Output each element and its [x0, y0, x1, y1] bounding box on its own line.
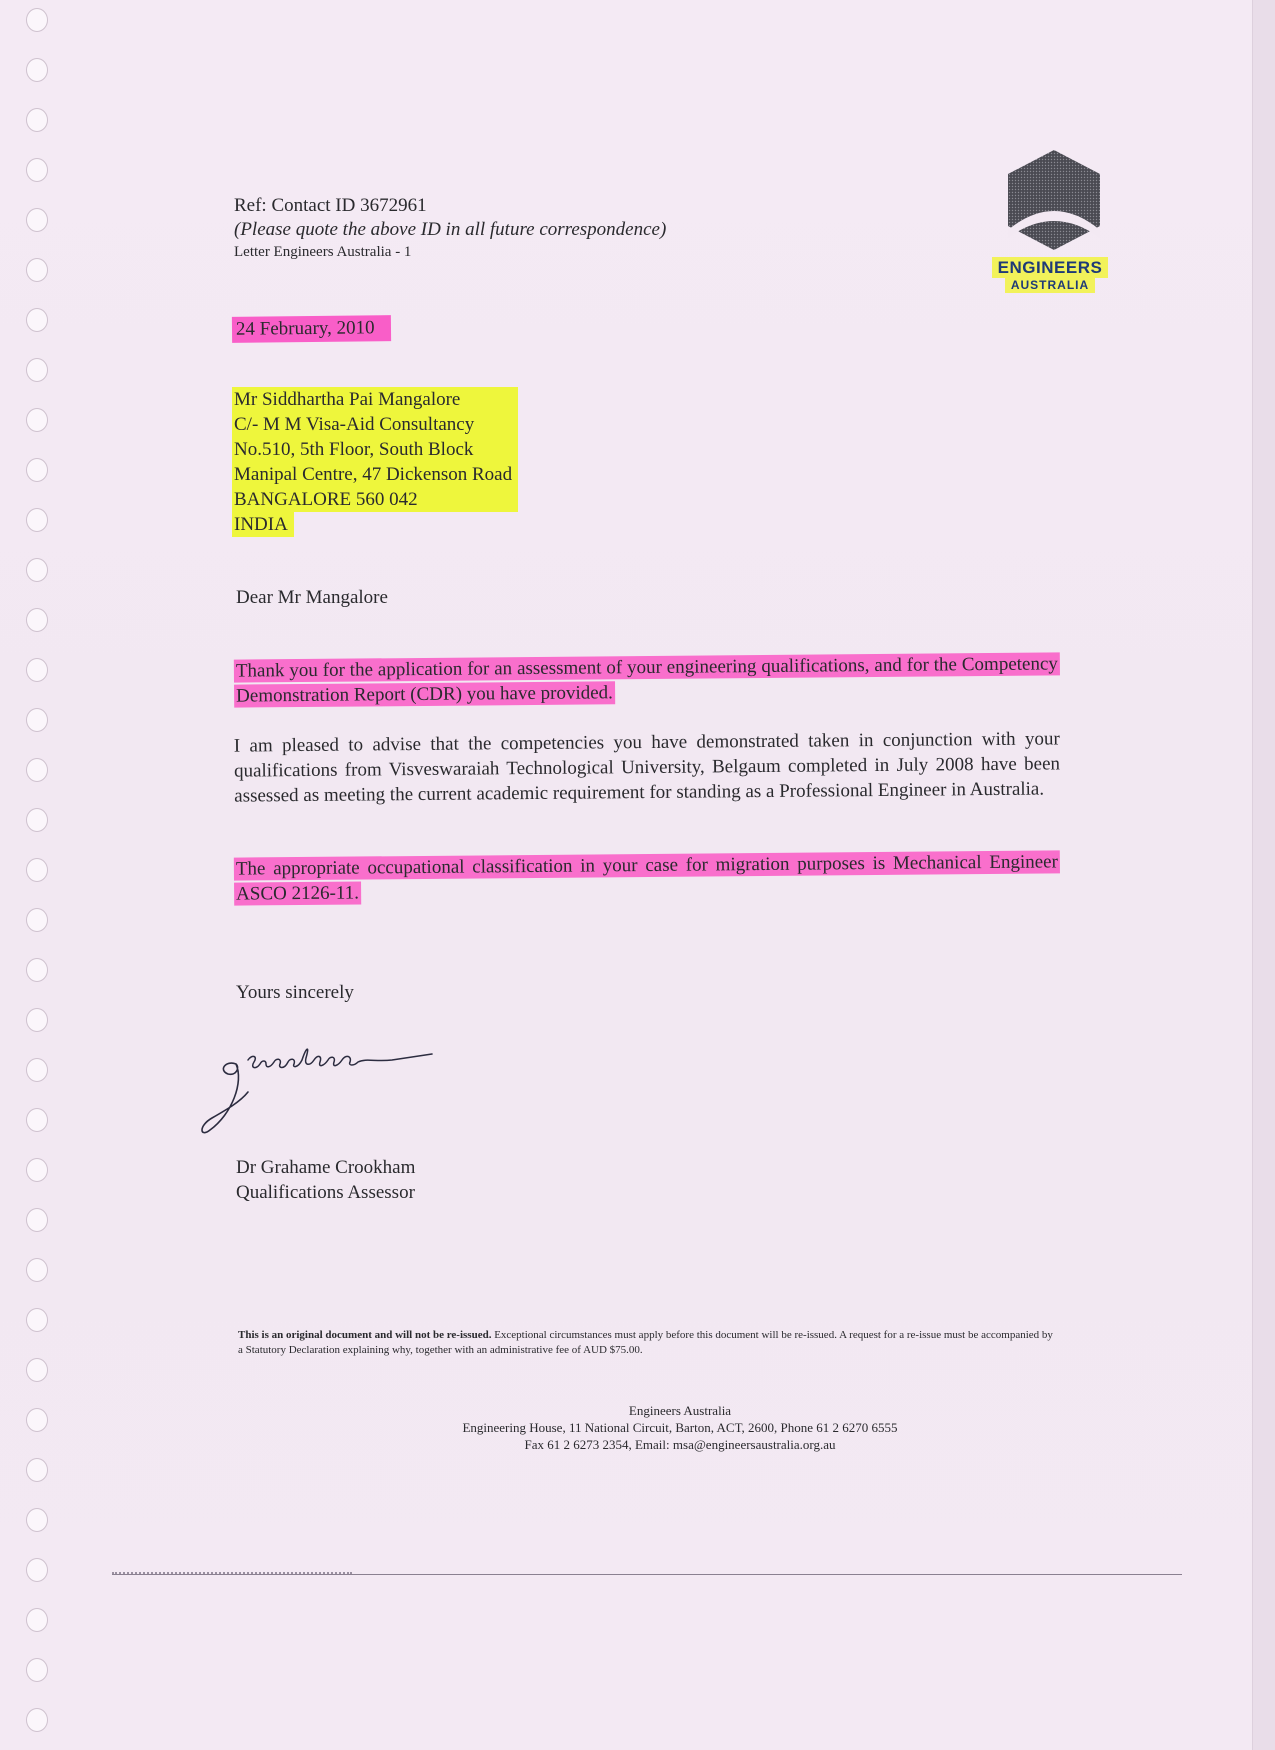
- letter-footer: [380, 1402, 980, 1453]
- contact-id: Ref: Contact ID 3672961: [234, 195, 427, 216]
- binder-hole: [26, 1308, 48, 1332]
- notice-bold: This is an original document and will not be re-issued.: [238, 1329, 492, 1341]
- footer-org: Engineers Australia: [628, 1403, 732, 1418]
- address-line: No.510, 5th Floor, South Block: [232, 437, 518, 462]
- divider-line: [112, 1574, 1182, 1575]
- letter-label: Letter Engineers Australia - 1: [234, 244, 412, 260]
- binder-hole: [26, 58, 48, 82]
- reissue-notice: [238, 1328, 1058, 1358]
- binder-hole: [26, 408, 48, 432]
- binder-holes: [0, 0, 60, 1750]
- binder-hole: [26, 108, 48, 132]
- binder-hole: [26, 1658, 48, 1682]
- page-edge: [1252, 0, 1275, 1750]
- logo-line-1: ENGINEERS: [992, 257, 1109, 278]
- binder-hole: [26, 508, 48, 532]
- binder-hole: [26, 1158, 48, 1182]
- binder-hole: [26, 1508, 48, 1532]
- notice-rest: Exceptional circumstances must apply before this document will be re-issued. A request for a re-issue must be accompanied by a Statutory Declaration explaining why, together with an administrative fee of AUD $75.00.: [238, 1329, 1053, 1356]
- binder-hole: [26, 708, 48, 732]
- letter-date: 24 February, 2010: [232, 315, 391, 343]
- binder-hole: [26, 658, 48, 682]
- logo-wordmark: [980, 258, 1120, 292]
- quote-note: (Please quote the above ID in all future correspondence): [234, 219, 667, 240]
- binder-hole: [26, 8, 48, 32]
- binder-hole: [26, 558, 48, 582]
- binder-hole: [26, 1108, 48, 1132]
- binder-hole: [26, 808, 48, 832]
- binder-hole: [26, 1608, 48, 1632]
- footer-contact: Fax 61 2 6273 2354, Email: msa@engineersaustralia.org.au: [524, 1437, 836, 1452]
- binder-hole: [26, 908, 48, 932]
- binder-hole: [26, 1008, 48, 1032]
- signer-block: [236, 1155, 415, 1205]
- address-line: Manipal Centre, 47 Dickenson Road: [232, 462, 518, 487]
- closing: Yours sincerely: [236, 982, 354, 1003]
- binder-hole: [26, 308, 48, 332]
- signer-name: Dr Grahame Crookham: [236, 1157, 416, 1178]
- binder-hole: [26, 958, 48, 982]
- footer-address: Engineering House, 11 National Circuit, Barton, ACT, 2600, Phone 61 2 6270 6555: [462, 1420, 898, 1435]
- paragraph-classification-text: The appropriate occupational classification in your case for migration purposes is Mechanical Engineer ASCO 2126-11.: [234, 850, 1060, 905]
- logo-line-2: AUSTRALIA: [1005, 277, 1095, 293]
- binder-hole: [26, 208, 48, 232]
- binder-hole: [26, 1358, 48, 1382]
- signer-title: Qualifications Assessor: [236, 1182, 415, 1203]
- binder-hole: [26, 758, 48, 782]
- salutation: Dear Mr Mangalore: [236, 587, 388, 608]
- paragraph-application: [234, 651, 1060, 708]
- binder-hole: [26, 1408, 48, 1432]
- binder-hole: [26, 458, 48, 482]
- address-line: Mr Siddhartha Pai Mangalore: [232, 387, 518, 412]
- address-line: BANGALORE 560 042: [232, 487, 518, 512]
- reference-block: [234, 194, 666, 262]
- binder-hole: [26, 1558, 48, 1582]
- paragraph-assessment: I am pleased to advise that the competencies you have demonstrated taken in conjunction with your qualifications from Visveswaraiah Technological University, Belgaum completed in July 2008 have been assessed as meeting the current academic requirement for standing as a Professional Engineer in Australia.: [233, 728, 1061, 807]
- binder-hole: [26, 1208, 48, 1232]
- binder-hole: [26, 258, 48, 282]
- recipient-address: [232, 387, 518, 537]
- binder-hole: [26, 358, 48, 382]
- binder-hole: [26, 1058, 48, 1082]
- address-line: C/- M M Visa-Aid Consultancy: [232, 412, 518, 437]
- binder-hole: [26, 1258, 48, 1282]
- binder-hole: [26, 1708, 48, 1732]
- binder-hole: [26, 158, 48, 182]
- paragraph-application-text: Thank you for the application for an assessment of your engineering qualifications, and for the Competency Demonstration Report (CDR) you have provided.: [234, 652, 1060, 707]
- address-line: INDIA: [232, 512, 294, 537]
- signature-image: [196, 1030, 496, 1140]
- binder-hole: [26, 608, 48, 632]
- paragraph-classification: [234, 849, 1060, 906]
- binder-hole: [26, 858, 48, 882]
- binder-hole: [26, 1458, 48, 1482]
